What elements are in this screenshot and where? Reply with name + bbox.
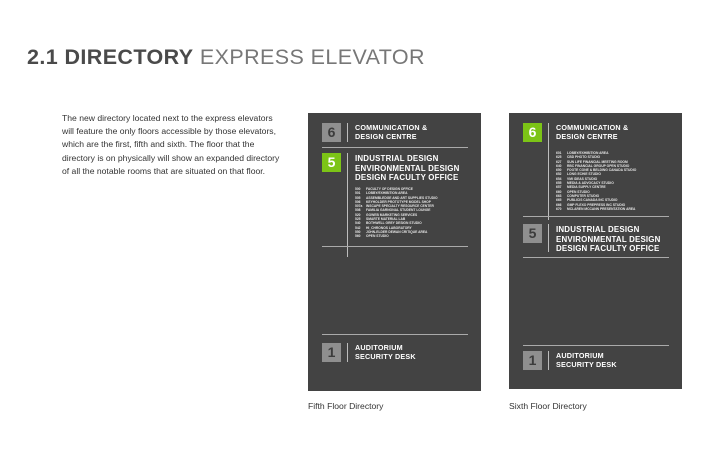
room-number: 601 [556,151,562,155]
heading-line: DESIGN CENTRE [556,131,618,141]
room-name: KEYHOLDER PROTOTYPE MODEL SHOP [366,199,431,204]
title-light: EXPRESS ELEVATOR [199,45,425,69]
room-name: GMP FLEXO PREPRESS INC STUDIO [567,202,626,207]
room-name: LOBBY/EXHIBITION AREA [567,151,609,155]
floor-6-entry [322,123,468,142]
floor-heading [556,352,672,369]
page-title [27,45,425,70]
floor-heading [556,225,672,254]
divider-bar [548,224,549,252]
room-name: JOHN-ELDER DEWAN CRITIQUE AREA [366,229,428,234]
floor-number-badge-current: 6 [523,123,542,142]
room-name: OPEN STUDIO [567,189,590,194]
divider-bar [548,351,549,370]
floor-heading [355,124,471,141]
room-number: 660 [556,189,562,194]
separator-line [523,257,669,258]
room-list [556,151,674,211]
heading-line: ENVIRONMENTAL DESIGN [556,234,661,244]
room-number: 520 [355,212,361,217]
room-entry [355,234,473,238]
room-name: SUN LIFE FINANCIAL MEETING ROOM [567,159,628,164]
room-number: 525 [355,217,361,222]
separator-line [322,246,468,247]
room-number: 508 [355,208,361,213]
room-name: ASSEMBLEDGE AND ART SUPPLIES STUDIO [366,195,438,200]
floor-6-entry [523,123,669,223]
room-name: RBC FINANCIAL GROUP OPEN STUDIO [567,163,630,168]
floor-number-badge: 1 [523,351,542,370]
fifth-floor-directory [308,113,481,391]
heading-line: INDUSTRIAL DESIGN [556,225,640,234]
heading-line: INDUSTRIAL DESIGN [355,154,439,163]
room-number: 665 [556,198,562,203]
room-number: 654 [556,176,562,181]
room-name: INSCAPE SPECIALTY RESOURCE CENTER [366,204,434,209]
room-name: COMPUTER STUDIO [567,193,600,198]
heading-line: DESIGN FACULTY OFFICE [355,173,459,183]
room-number: 640 [556,163,562,168]
floor-number-badge: 1 [322,343,341,362]
room-name: OPEN STUDIO [366,234,389,239]
floor-1-entry [322,343,468,362]
heading-line: COMMUNICATION & [556,123,629,132]
title-bold: DIRECTORY [64,45,194,69]
room-number: 542 [355,225,361,230]
sixth-floor-caption: Sixth Floor Directory [509,401,587,411]
fifth-floor-caption: Fifth Floor Directory [308,401,384,411]
intro-paragraph: The new directory located next to the express elevators will feature the only floors accessible by those elevators, which are the first, fifth and sixth. The floor that the directory is on physically will show an expanded directory of all the notable rooms that are situated on that floor. [62,113,280,176]
room-name: HI_CHRONOS LABORATORY [366,225,412,230]
divider-bar [548,123,549,220]
room-name: MCLAREN MCCANN PRESENTATION AREA [567,206,636,211]
room-name: PUBLICIS CANADA INC STUDIO [567,198,618,203]
room-number: 540 [355,221,361,226]
floor-number-badge: 6 [322,123,341,142]
heading-line: DESIGN FACULTY OFFICE [556,244,660,254]
room-entry [556,207,674,211]
room-number: 506 [355,199,361,204]
room-number: 652 [556,172,562,177]
floor-1-entry [523,351,669,370]
room-name: LONG ECHIE STUDIO [567,172,601,177]
separator-line [322,334,468,335]
room-name: BOTHWELL GREY DESIGN STUDIO [366,221,422,226]
separator-line [322,147,468,148]
room-name: FOOTE CONE & BELDING CANADA STUDIO [567,168,637,173]
room-number: 627 [556,159,562,164]
separator-line [523,216,669,217]
floor-5-entry [523,224,669,252]
room-number: 500 [355,187,361,191]
floor-number-badge: 5 [523,224,542,243]
room-name: SMARTE MATERIAL LAB [366,217,406,222]
heading-line: SECURITY DESK [355,351,416,361]
room-number: 560 [355,234,361,239]
room-name: MEDIA SUPPLY CENTRE [567,185,606,190]
room-name: FACULTY OF DESIGN OFFICE [366,187,413,191]
room-name: LOBBY/EXHIBITION AREA [366,191,408,196]
room-number: 650 [556,168,562,173]
heading-line: AUDITORIUM [556,351,604,360]
section-number: 2.1 [27,45,59,69]
room-number: 666 [556,202,562,207]
floor-heading [355,344,471,361]
room-number: 507a [355,204,363,209]
room-number: 657 [556,185,562,190]
room-name: FAMILIA GARNONAL STUDENT LOUNGE [366,208,431,213]
room-number: 501 [355,191,361,196]
sixth-floor-directory [509,113,682,389]
divider-bar [347,343,348,362]
room-name: GOWEB MARKETING SERVICES [366,212,418,217]
heading-line: AUDITORIUM [355,343,403,352]
room-number: 505 [355,195,361,200]
room-number: 655 [556,181,562,186]
room-name: MEDIA & ADVOCACY STUDIO [567,181,614,186]
heading-line: DESIGN CENTRE [355,131,417,141]
room-name: VMI IDEAS STUDIO [567,176,598,181]
divider-bar [347,123,348,142]
room-number: 550 [355,229,361,234]
floor-number-badge-current: 5 [322,153,341,172]
room-list [355,187,473,239]
divider-bar [347,153,348,257]
room-number: 670 [556,206,562,211]
floor-heading [355,154,471,183]
room-name: CBD PHOTO STUDIO [567,155,601,160]
heading-line: SECURITY DESK [556,359,617,369]
separator-line [523,345,669,346]
floor-heading [556,124,672,141]
heading-line: COMMUNICATION & [355,123,428,132]
heading-line: ENVIRONMENTAL DESIGN [355,163,460,173]
room-number: 663 [556,193,562,198]
floor-5-entry [322,153,468,273]
room-number: 625 [556,155,562,160]
